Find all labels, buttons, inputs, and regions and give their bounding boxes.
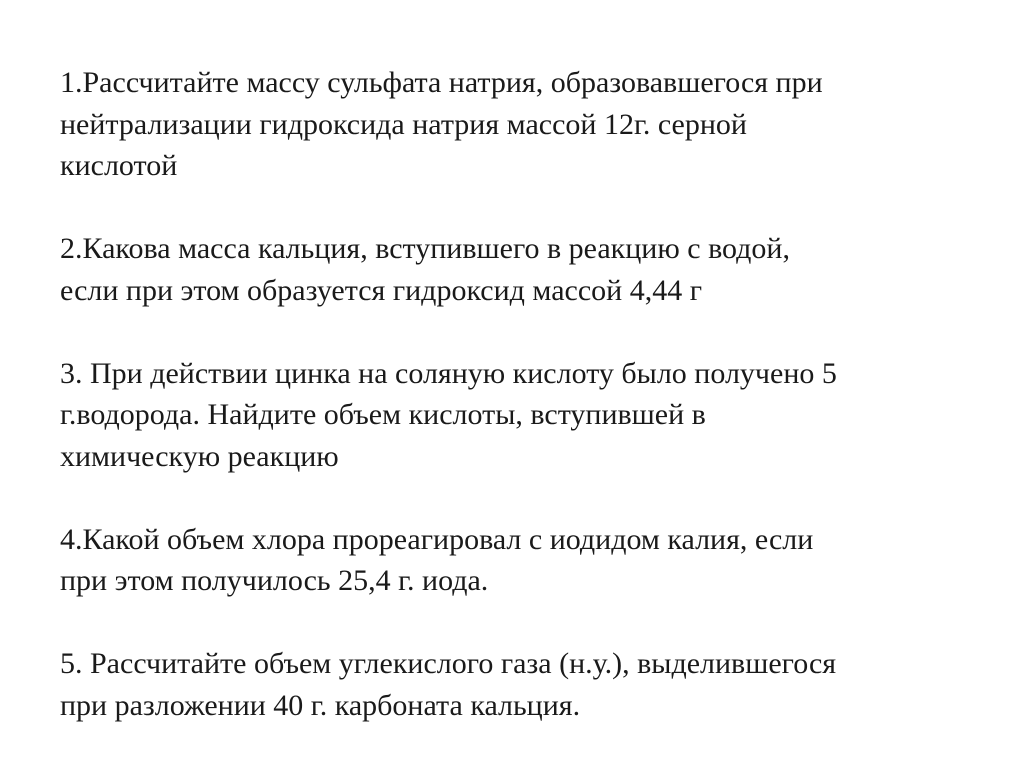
task-2-line-1: 2.Какова масса кальция, вступившего в реакцию с водой, [60, 232, 790, 265]
task-1-line-1: 1.Рассчитайте массу сульфата натрия, образовавшегося при [60, 66, 823, 99]
task-4-line-2: при этом получилось 25,4 г. иода. [60, 564, 489, 597]
task-3 [60, 353, 980, 478]
task-3-line-1: 3. При действии цинка на соляную кислоту было получено 5 [60, 356, 837, 390]
task-5-line-2: при разложении 40 г. карбоната кальция. [60, 688, 581, 722]
task-1-line-3: кислотой [60, 149, 178, 182]
task-1 [60, 62, 980, 187]
task-5 [60, 643, 980, 726]
task-4 [60, 519, 980, 602]
task-2-line-2: если при этом образуется гидроксид массой 4,44 г [60, 273, 702, 307]
task-list [60, 62, 980, 726]
task-3-line-3: химическую реакцию [60, 439, 339, 473]
task-1-line-2: нейтрализации гидроксида натрия массой 12г. серной [60, 107, 747, 141]
task-4-line-1: 4.Какой объем хлора прореагировал с иодидом калия, если [60, 522, 814, 556]
task-2 [60, 228, 980, 311]
task-5-line-1: 5. Рассчитайте объем углекислого газа (н.у.), выделившегося [60, 647, 837, 680]
task-3-line-2: г.водорода. Найдите объем кислоты, вступившей в [60, 398, 706, 431]
